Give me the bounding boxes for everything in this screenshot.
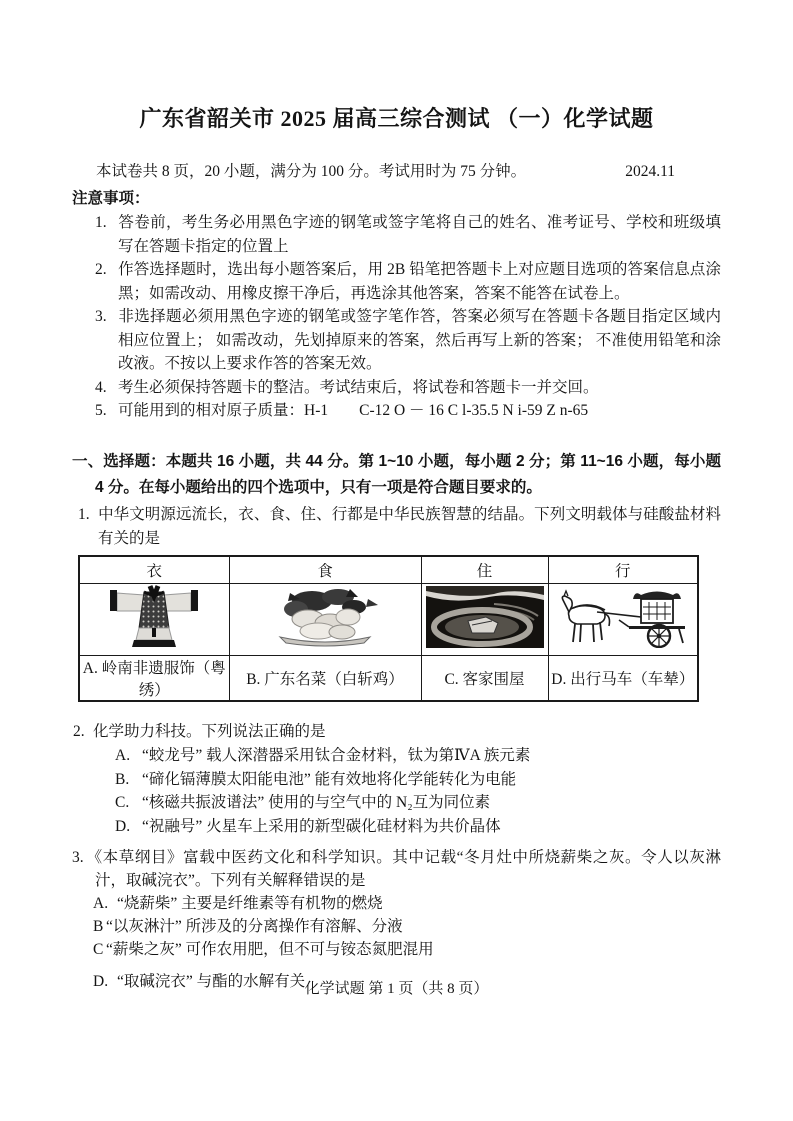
traditional-garment-image (106, 584, 202, 650)
notice-heading: 注意事项： (72, 190, 150, 207)
question-2-option-d (72, 815, 721, 839)
table-image-row (79, 584, 698, 656)
option-label: D. (93, 973, 109, 990)
option-text: “取碱浣衣” 与酯的水解有关 (117, 973, 306, 990)
table-option-d: D. 出行马车（车辇） (548, 656, 698, 702)
question-1-text: 中华文明源远流长，衣、食、住、行都是中华民族智慧的结晶。下列文明载体与硅酸盐材料有关的是 (98, 505, 721, 547)
notice-item-1 (72, 211, 721, 258)
option-text: “祝融号” 火星车上采用的新型碳化硅材料为共价晶体 (142, 817, 501, 835)
option-label: D. (115, 817, 131, 835)
question-2-text: 化学助力科技。下列说法正确的是 (93, 723, 326, 740)
table-cell-carriage (548, 584, 698, 656)
table-cell-garment (79, 584, 229, 656)
notice-item-text: 可能用到的相对原子质量：H-1 C-12 O － 16 C l-35.5 N i-59 Z n-65 (118, 402, 589, 419)
question-1 (72, 503, 721, 551)
question-2 (72, 720, 721, 744)
question-1-number: 1. (78, 505, 90, 523)
notice-item-number: 3. (95, 308, 107, 325)
option-text: “蛟龙号” 载人深潜器采用钛合金材料，钛为第ⅣA 族元素 (142, 747, 531, 764)
question-2-option-c (72, 791, 721, 815)
question-3-option-a (72, 892, 721, 915)
page-title: 广东省韶关市 2025 届高三综合测试 （一）化学试题 (139, 106, 654, 131)
question-3-number: 3. (72, 849, 84, 866)
table-option-c: C. 客家围屋 (421, 656, 548, 702)
notice-item-number: 4. (95, 378, 107, 396)
notice-item-text: 答卷前，考生务必用黑色字迹的钢笔或签字笔将自己的姓名、准考证号、学校和班级填写在答题卡指定的位置上 (118, 214, 721, 255)
notice-item-number: 2. (95, 261, 107, 278)
question-3-text: 《本草纲目》富载中医药文化和科学知识。其中记载“冬月灶中所烧薪柴之灰。令人以灰淋汁，取碱浣衣”。下列有关解释错误的是 (86, 849, 721, 889)
question-2-option-b (72, 768, 721, 792)
option-label: B (93, 918, 104, 935)
question-2-number: 2. (73, 723, 85, 740)
question-3 (72, 846, 721, 892)
chicken-dish-image (250, 585, 400, 649)
notice-item-2 (72, 258, 721, 305)
option-text: “烧薪柴” 主要是纤维素等有机物的燃烧 (117, 895, 383, 912)
notice-item-text: 考生必须保持答题卡的整洁。考试结束后，将试卷和答题卡一并交回。 (118, 378, 599, 396)
exam-date: 2024.11 (625, 163, 675, 180)
notice-item-5 (72, 399, 721, 423)
option-text: “薪柴之灰” 可作农用肥，但不可与铵态氮肥混用 (106, 941, 434, 958)
question-2-option-a (72, 744, 721, 768)
option-label: C. (115, 794, 130, 811)
option-label: A. (93, 895, 109, 912)
hakka-round-house-image (426, 586, 544, 648)
option-label: A. (115, 747, 131, 764)
table-cell-roundhouse (421, 584, 548, 656)
notice-item-text: 非选择题必须用黑色字迹的钢笔或签字笔作答，答案必须写在答题卡各题目指定区域内相应位置上； 如需改动，先划掉原来的答案，然后再写上新的答案； 不准使用铅笔和涂改液。不按以上要求作答的答案无效。 (118, 308, 721, 372)
option-text: “碲化镉薄膜太阳能电池” 能有效地将化学能转化为电能 (142, 770, 517, 788)
question-3-option-b (72, 915, 721, 938)
table-option-b: B. 广东名菜（白斩鸡） (229, 656, 421, 702)
table-option-row (79, 656, 698, 702)
notice-item-number: 1. (95, 214, 107, 231)
table-option-a: A. 岭南非遗服饰（粤绣） (79, 656, 229, 702)
option-label: C (93, 941, 104, 958)
exam-meta: 本试卷共 8 页，20 小题，满分为 100 分。考试用时为 75 分钟。 (96, 163, 527, 180)
page-footer: 化学试题 第 1 页（共 8 页） (304, 981, 489, 997)
horse-carriage-image (553, 586, 693, 648)
exam-meta-row (72, 161, 721, 183)
table-header-food: 食 (229, 556, 421, 584)
table-cell-dish (229, 584, 421, 656)
table-header-transport: 行 (548, 556, 698, 584)
notice-item-4 (72, 376, 721, 400)
option-label: B. (115, 770, 130, 788)
notice-item-number: 5. (95, 402, 107, 419)
notice-item-3 (72, 305, 721, 376)
table-header-clothing: 衣 (79, 556, 229, 584)
option-text: “以灰淋汁” 所涉及的分离操作有溶解、分液 (106, 918, 403, 935)
table-header-housing: 住 (421, 556, 548, 584)
table-header-row (79, 556, 698, 584)
notice-item-text: 作答选择题时，选出每小题答案后，用 2B 铅笔把答题卡上对应题目选项的答案信息点涂黑；如需改动、用橡皮擦干净后，再选涂其他答案，答案不能答在试卷上。 (118, 261, 721, 302)
section-heading: 一、选择题：本题共 16 小题，共 44 分。第 1~10 小题，每小题 2 分；第 11~16 小题，每小题 4 分。在每小题给出的四个选项中，只有一项是符合题目要求的。 (72, 452, 721, 496)
option-text: “核磁共振波谱法” 使用的与空气中的 N₂互为同位素 (142, 794, 491, 811)
question-3-option-c (72, 938, 721, 961)
question-1-table (78, 555, 699, 703)
